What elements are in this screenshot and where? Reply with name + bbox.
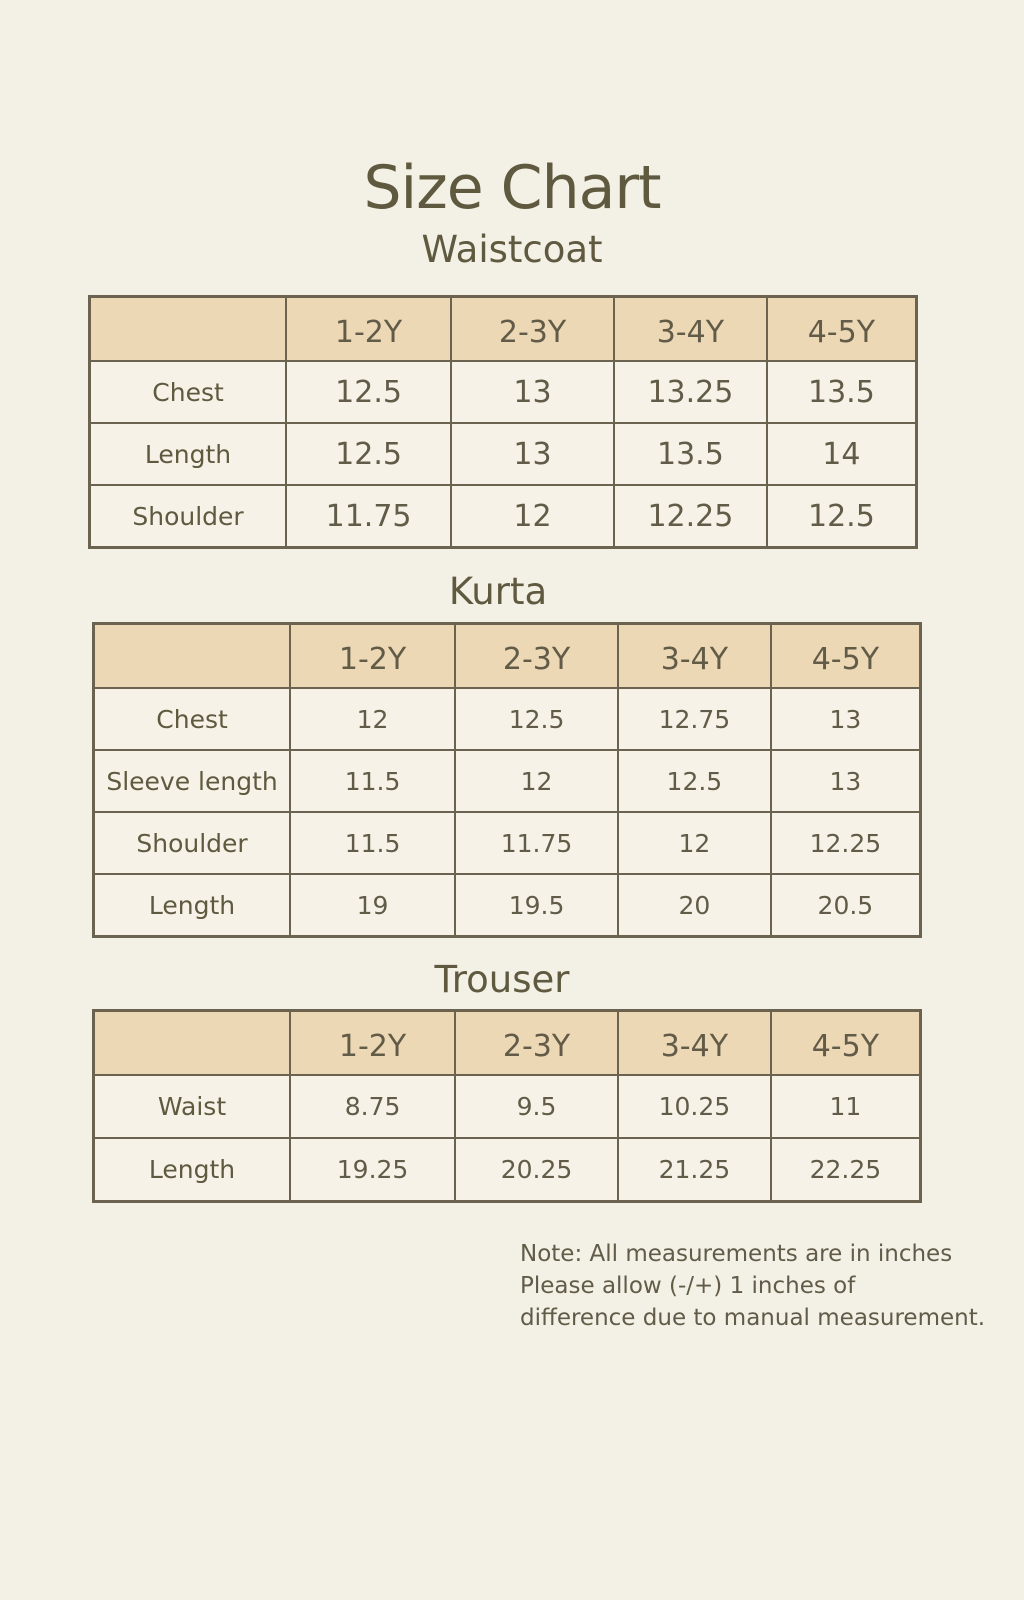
size-header-3-4y: 3-4Y — [618, 624, 771, 689]
row-label: Length — [94, 874, 291, 937]
table-row — [94, 688, 921, 750]
page-title: Size Chart — [363, 153, 661, 223]
table-row — [94, 1075, 921, 1138]
table-cell: 20.25 — [455, 1138, 618, 1202]
table-cell: 8.75 — [290, 1075, 455, 1138]
measurement-note — [520, 1238, 1000, 1334]
table-cell: 12.25 — [771, 812, 921, 874]
table-cell: 13 — [771, 750, 921, 812]
table-cell: 19.5 — [455, 874, 618, 937]
table-row — [90, 485, 917, 548]
table-row — [94, 812, 921, 874]
size-header-2-3y: 2-3Y — [455, 1011, 618, 1076]
table-header-row — [90, 297, 917, 362]
table-cell: 9.5 — [455, 1075, 618, 1138]
table-cell: 12.5 — [455, 688, 618, 750]
size-header-4-5y: 4-5Y — [771, 624, 921, 689]
waistcoat-title: Waistcoat — [421, 228, 603, 271]
row-label: Length — [90, 423, 287, 485]
table-cell: 12.5 — [767, 485, 917, 548]
table-cell: 13 — [451, 423, 614, 485]
table-cell: 11.5 — [290, 812, 455, 874]
table-row — [90, 423, 917, 485]
table-cell: 10.25 — [618, 1075, 771, 1138]
table-cell: 13.5 — [614, 423, 767, 485]
row-label: Waist — [94, 1075, 291, 1138]
size-header-4-5y: 4-5Y — [771, 1011, 921, 1076]
header-blank-cell — [94, 624, 291, 689]
row-label: Shoulder — [90, 485, 287, 548]
size-header-1-2y: 1-2Y — [286, 297, 451, 362]
table-cell: 12 — [455, 750, 618, 812]
table-cell: 20 — [618, 874, 771, 937]
header-blank-cell — [94, 1011, 291, 1076]
size-header-3-4y: 3-4Y — [614, 297, 767, 362]
table-cell: 12.75 — [618, 688, 771, 750]
table-cell: 12.5 — [618, 750, 771, 812]
table-cell: 11.75 — [286, 485, 451, 548]
table-cell: 22.25 — [771, 1138, 921, 1202]
table-cell: 14 — [767, 423, 917, 485]
table-cell: 13.25 — [614, 361, 767, 423]
size-header-4-5y: 4-5Y — [767, 297, 917, 362]
table-cell: 12.5 — [286, 423, 451, 485]
table-cell: 11.5 — [290, 750, 455, 812]
row-label: Length — [94, 1138, 291, 1202]
table-row — [94, 1138, 921, 1202]
table-cell: 12.5 — [286, 361, 451, 423]
size-header-1-2y: 1-2Y — [290, 1011, 455, 1076]
table-cell: 13.5 — [767, 361, 917, 423]
table-cell: 13 — [771, 688, 921, 750]
trouser-size-table — [92, 1009, 922, 1203]
size-header-3-4y: 3-4Y — [618, 1011, 771, 1076]
waistcoat-size-table — [88, 295, 918, 549]
table-cell: 12 — [618, 812, 771, 874]
table-cell: 19.25 — [290, 1138, 455, 1202]
note-line: difference due to manual measurement. — [520, 1305, 986, 1331]
table-cell: 13 — [451, 361, 614, 423]
kurta-size-table — [92, 622, 922, 938]
header-blank-cell — [90, 297, 287, 362]
kurta-title: Kurta — [448, 570, 548, 613]
table-row — [94, 750, 921, 812]
table-cell: 12 — [290, 688, 455, 750]
note-line: Please allow (-/+) 1 inches of — [520, 1273, 856, 1299]
table-row — [90, 361, 917, 423]
table-row — [94, 874, 921, 937]
row-label: Sleeve length — [94, 750, 291, 812]
table-header-row — [94, 624, 921, 689]
size-header-2-3y: 2-3Y — [455, 624, 618, 689]
row-label: Chest — [94, 688, 291, 750]
table-cell: 21.25 — [618, 1138, 771, 1202]
trouser-title: Trouser — [434, 958, 570, 1001]
size-header-2-3y: 2-3Y — [451, 297, 614, 362]
note-line: Note: All measurements are in inches — [520, 1241, 953, 1267]
table-cell: 11 — [771, 1075, 921, 1138]
table-cell: 12 — [451, 485, 614, 548]
table-cell: 20.5 — [771, 874, 921, 937]
table-header-row — [94, 1011, 921, 1076]
table-cell: 11.75 — [455, 812, 618, 874]
table-cell: 12.25 — [614, 485, 767, 548]
row-label: Chest — [90, 361, 287, 423]
row-label: Shoulder — [94, 812, 291, 874]
table-cell: 19 — [290, 874, 455, 937]
size-header-1-2y: 1-2Y — [290, 624, 455, 689]
